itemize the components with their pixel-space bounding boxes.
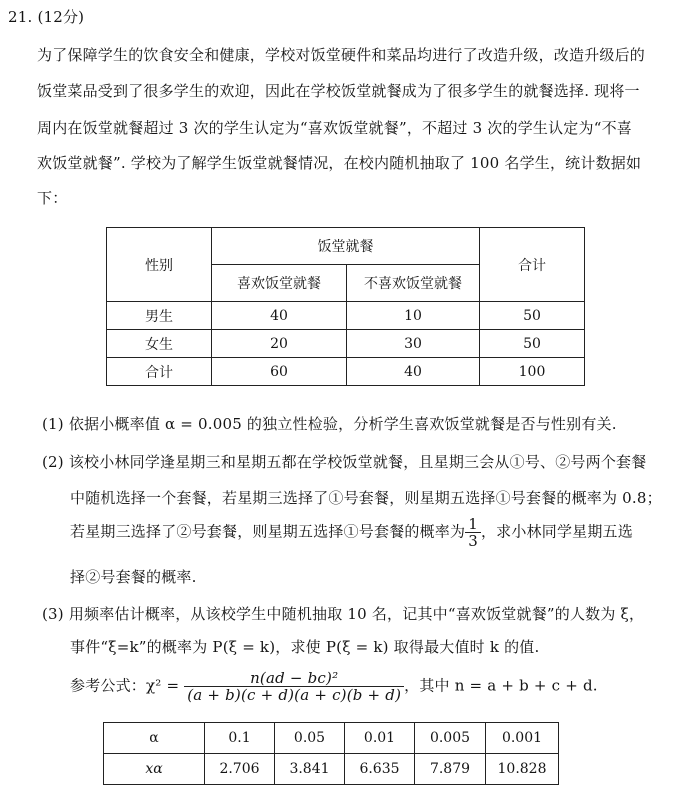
intro-line: 下： — [37, 189, 68, 207]
header-gender: 性别 — [107, 228, 212, 302]
formula-fraction — [184, 670, 404, 703]
table-row — [107, 330, 585, 358]
part-2-line3-after: ，求小林同学星期五选 — [480, 522, 633, 541]
question-points: (12分) — [37, 8, 85, 26]
intro-line: 饭堂菜品受到了很多学生的欢迎，因此在学校饭堂就餐成为了很多学生的就餐选择. 现将一 — [37, 82, 640, 100]
header-like: 喜欢饭堂就餐 — [212, 265, 347, 302]
alpha-value: 0.01 — [345, 723, 415, 754]
formula-tail: ，其中 n = a + b + c + d. — [404, 676, 598, 695]
x-alpha-value: 2.706 — [205, 754, 275, 785]
formula-label: 参考公式：χ² = — [70, 676, 180, 695]
row-label: 合计 — [107, 358, 212, 386]
cell-dislike: 10 — [347, 302, 480, 330]
fraction-numerator: 1 — [465, 516, 481, 533]
alpha-value: 0.05 — [275, 723, 345, 754]
question-header — [8, 6, 84, 27]
table-row — [104, 723, 559, 754]
formula-denominator: (a + b)(c + d)(a + c)(b + d) — [187, 686, 402, 704]
stats-table — [106, 227, 585, 386]
intro-line: 为了保障学生的饮食安全和健康，学校对饭堂硬件和菜品均进行了改造升级，改造升级后的 — [37, 46, 646, 64]
cell-total: 50 — [480, 302, 585, 330]
header-group: 饭堂就餐 — [212, 228, 480, 265]
part-3-line: 事件“ξ=k”的概率为 P(ξ = k)，求使 P(ξ = k) 取得最大值时 k 的值. — [70, 638, 540, 656]
x-alpha-value: 3.841 — [275, 754, 345, 785]
table-row — [104, 754, 559, 785]
x-alpha-value: 7.879 — [415, 754, 486, 785]
part-2-line: 择②号套餐的概率. — [70, 568, 197, 586]
part-3-line: (3) 用频率估计概率，从该校学生中随机抽取 10 名，记其中“喜欢饭堂就餐”的人数为 ξ， — [42, 605, 645, 623]
part-2-line3-before: 若星期三选择了②号套餐，则星期五选择①号套餐的概率为 — [70, 522, 466, 541]
table-row — [107, 302, 585, 330]
intro-line: 欢饭堂就餐”. 学校为了解学生饭堂就餐情况，在校内随机抽取了 100 名学生，统计数据如 — [37, 154, 642, 172]
x-alpha-label: xα — [104, 754, 205, 785]
alpha-value: 0.1 — [205, 723, 275, 754]
cell-dislike: 30 — [347, 330, 480, 358]
table-row — [107, 358, 585, 386]
cell-dislike: 40 — [347, 358, 480, 386]
x-alpha-value: 6.635 — [345, 754, 415, 785]
cell-like: 40 — [212, 302, 347, 330]
row-label: 男生 — [107, 302, 212, 330]
row-label: 女生 — [107, 330, 212, 358]
header-total: 合计 — [480, 228, 585, 302]
x-alpha-value: 10.828 — [486, 754, 559, 785]
fraction-one-third — [465, 516, 481, 549]
cell-like: 20 — [212, 330, 347, 358]
cell-total: 100 — [480, 358, 585, 386]
critical-value-table — [103, 722, 559, 785]
header-dislike: 不喜欢饭堂就餐 — [347, 265, 480, 302]
fraction-denominator: 3 — [468, 532, 478, 550]
reference-formula — [70, 670, 598, 703]
part-2-line: (2) 该校小林同学逢星期三和星期五都在学校饭堂就餐，且星期三会从①号、②号两个套餐 — [42, 453, 647, 471]
part-2-line-with-fraction — [70, 516, 633, 549]
alpha-value: 0.005 — [415, 723, 486, 754]
formula-numerator: n(ad − bc)² — [184, 670, 404, 687]
alpha-label: α — [104, 723, 205, 754]
cell-like: 60 — [212, 358, 347, 386]
intro-line: 周内在饭堂就餐超过 3 次的学生认定为“喜欢饭堂就餐”，不超过 3 次的学生认定为“不喜 — [37, 119, 632, 137]
cell-total: 50 — [480, 330, 585, 358]
part-1-text: (1) 依据小概率值 α = 0.005 的独立性检验，分析学生喜欢饭堂就餐是否与性别有关. — [42, 415, 617, 433]
part-2-line: 中随机选择一个套餐，若星期三选择了①号套餐，则星期五选择①号套餐的概率为 0.8； — [70, 489, 662, 507]
question-number: 21. — [8, 8, 33, 26]
alpha-value: 0.001 — [486, 723, 559, 754]
